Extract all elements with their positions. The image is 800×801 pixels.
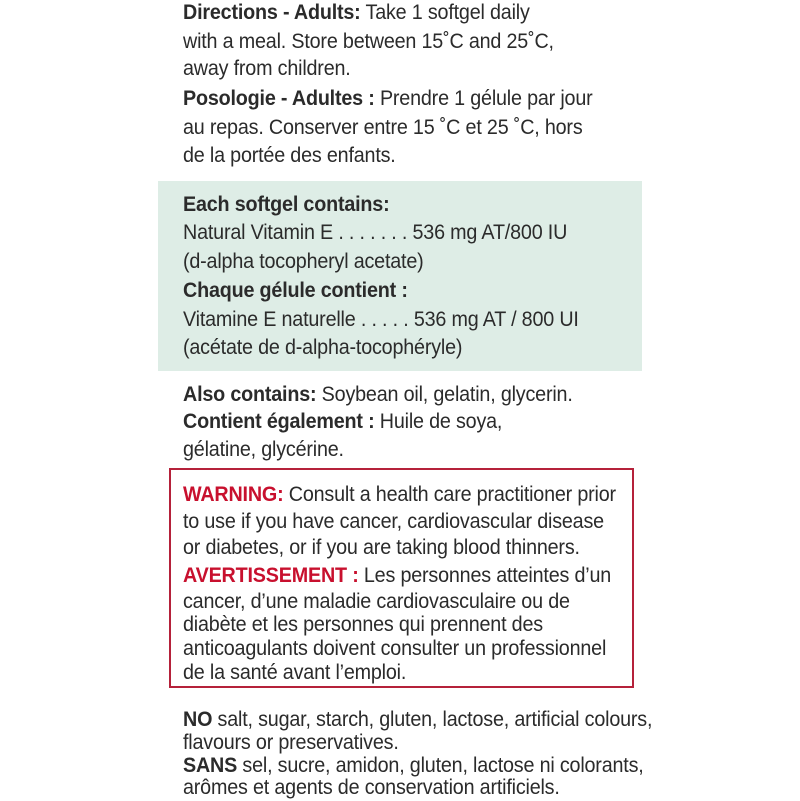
contents-fr-source: (acétate de d-alpha-tocophéryle) bbox=[183, 336, 463, 359]
contents-fr-heading: Chaque gélule contient : bbox=[183, 279, 408, 302]
free-from-en-text-1: salt, sugar, starch, gluten, lactose, artificial colours, bbox=[217, 708, 653, 731]
contents-en-source: (d-alpha tocopheryl acetate) bbox=[183, 250, 424, 273]
also-fr-line-2: gélatine, glycérine. bbox=[183, 438, 344, 461]
directions-en-line-1 bbox=[183, 0, 530, 26]
warning-fr-text-1: Les personnes atteintes d’un bbox=[363, 564, 612, 587]
free-from-fr-line-2: arômes et agents de conservation artificiels. bbox=[183, 776, 560, 799]
contents-en-amount: 536 mg AT/800 IU bbox=[412, 221, 568, 244]
warning-en-label: WARNING: bbox=[183, 483, 284, 506]
also-fr-line-1 bbox=[183, 409, 502, 435]
warning-fr-line-2: cancer, d’une maladie cardiovasculaire ou de bbox=[183, 590, 570, 613]
free-from-fr-label: SANS bbox=[183, 754, 238, 777]
contents-en-ingredient: Natural Vitamin E bbox=[183, 221, 334, 244]
contents-fr-amount: 536 mg AT / 800 UI bbox=[413, 308, 579, 331]
contents-en-dots: . . . . . . . bbox=[333, 221, 408, 244]
free-from-en-label: NO bbox=[183, 708, 213, 731]
also-en-label: Also contains: bbox=[183, 383, 317, 406]
directions-en-line-3: away from children. bbox=[183, 57, 351, 80]
free-from-fr-text-1: sel, sucre, amidon, gluten, lactose ni colorants, bbox=[242, 754, 644, 777]
warning-en-line-2: to use if you have cancer, cardiovascular disease bbox=[183, 510, 604, 533]
warning-fr-label: AVERTISSEMENT : bbox=[183, 564, 359, 587]
warning-en-line-3: or diabetes, or if you are taking blood thinners. bbox=[183, 536, 580, 559]
free-from-en-line-2: flavours or preservatives. bbox=[183, 731, 399, 754]
directions-fr-line-3: de la portée des enfants. bbox=[183, 144, 396, 167]
directions-fr-line-1 bbox=[183, 86, 593, 112]
directions-fr-text-1: Prendre 1 gélule par jour bbox=[379, 87, 593, 110]
contents-fr-ingredient-row bbox=[183, 307, 579, 333]
warning-en-line-1 bbox=[183, 482, 616, 508]
also-fr-label: Contient également : bbox=[183, 410, 375, 433]
warning-en-text-1: Consult a health care practitioner prior bbox=[288, 483, 616, 506]
warning-fr-line-4: anticoagulants doivent consulter un professionnel bbox=[183, 637, 607, 660]
contents-fr-dots: . . . . . bbox=[355, 308, 409, 331]
directions-fr-line-2: au repas. Conserver entre 15 ˚C et 25 ˚C, hors bbox=[183, 116, 583, 139]
contents-en-heading: Each softgel contains: bbox=[183, 193, 390, 216]
warning-fr-line-3: diabète et les personnes qui prennent des bbox=[183, 613, 543, 636]
warning-fr-line-5: de la santé avant l’emploi. bbox=[183, 661, 407, 684]
contents-en-ingredient-row bbox=[183, 220, 567, 246]
directions-en-line-2: with a meal. Store between 15˚C and 25˚C, bbox=[183, 30, 554, 53]
also-en-text: Soybean oil, gelatin, glycerin. bbox=[321, 383, 573, 406]
also-en-line bbox=[183, 382, 573, 408]
directions-en-text-1: Take 1 softgel daily bbox=[365, 1, 530, 24]
directions-fr-label: Posologie - Adultes : bbox=[183, 87, 375, 110]
warning-fr-line-1 bbox=[183, 563, 611, 589]
directions-en-label: Directions - Adults: bbox=[183, 1, 361, 24]
contents-fr-ingredient: Vitamine E naturelle bbox=[183, 308, 356, 331]
also-fr-text-1: Huile de soya, bbox=[379, 410, 503, 433]
